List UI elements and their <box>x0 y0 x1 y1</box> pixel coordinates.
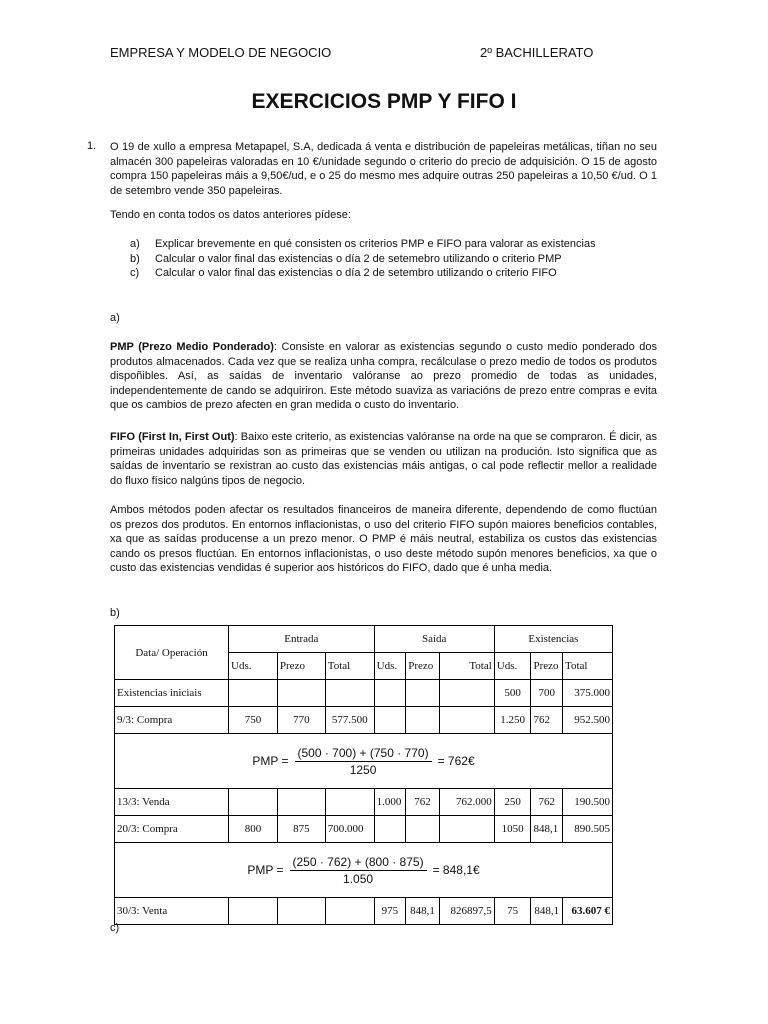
list-marker: c) <box>130 267 140 280</box>
header-subject: EMPRESA Y MODELO DE NEGOCIO <box>110 45 332 60</box>
pmp-term: PMP (Prezo Medio Ponderado) <box>110 341 274 353</box>
exercise-statement: O 19 de xullo a empresa Metapapel, S.A, dedicada á venta e distribución de papeleiras metálicas, tiñan no seu almacén 300 papeleiras valoradas en 10 €/unidade segundo o criterio do precio de adquisición. O 15 de agosto compra 150 papeleiras máis a 9,50€/ud, e o 25 do mesmo mes adquire outras 250 papeleiras a 10,50 €/ud. O 1 de setembro vende 350 papeleiras. <box>110 141 657 197</box>
table-row <box>115 816 613 843</box>
table-cell <box>325 680 374 707</box>
table-cell: 1.000 <box>374 789 406 816</box>
table-cell <box>325 898 374 925</box>
table-cell: 9/3: Compra <box>115 707 229 734</box>
formula-lhs: PMP = <box>252 754 289 768</box>
list-text: Calcular o valor final das existencias o día 2 de setembro utilizando o criterio FIFO <box>155 267 557 280</box>
header-course: 2º BACHILLERATO <box>480 45 594 60</box>
table-cell: 848,1 <box>406 898 440 925</box>
list-item <box>130 252 650 267</box>
exercise-prompt: Tendo en conta todos os datos anteriores pídese: <box>110 209 351 221</box>
header-existencias: Existencias <box>494 626 612 653</box>
table-cell: 952.500 <box>563 707 613 734</box>
col-header: Uds. <box>494 653 531 680</box>
list-item <box>130 266 650 281</box>
table-cell: 848,1 <box>531 816 563 843</box>
table-cell: 826897,5 <box>439 898 494 925</box>
formula-lhs: PMP = <box>247 863 284 877</box>
page-title: EXERCICIOS PMP Y FIFO I <box>251 90 517 113</box>
col-header: Uds. <box>229 653 278 680</box>
formula-rhs: = 848,1€ <box>432 863 480 877</box>
table-cell: 800 <box>229 816 278 843</box>
table-cell: 762 <box>406 789 440 816</box>
table-cell: 375.000 <box>563 680 613 707</box>
col-header: Total <box>439 653 494 680</box>
exercise-number: 1. <box>87 140 97 152</box>
table-cell: 500 <box>494 680 531 707</box>
table-cell: 890.505 <box>563 816 613 843</box>
table-cell: 975 <box>374 898 406 925</box>
col-header: Total <box>325 653 374 680</box>
table-cell <box>439 680 494 707</box>
table-cell: 13/3: Venda <box>115 789 229 816</box>
pmp-paragraph <box>110 340 657 413</box>
formula-fraction <box>295 746 432 777</box>
table-row <box>115 898 613 925</box>
table-cell <box>277 680 325 707</box>
formula-denominator: 1250 <box>349 762 377 777</box>
header-entrada: Entrada <box>229 626 375 653</box>
pmp-formula-2 <box>247 855 479 886</box>
col-header: Prezo <box>406 653 440 680</box>
col-header: Total <box>563 653 613 680</box>
table-cell <box>229 898 278 925</box>
table-cell: 577.500 <box>325 707 374 734</box>
compare-paragraph: Ambos métodos poden afectar os resultados financeiros de maneira diferente, dependendo de como fluctúan os prezos dos produtos. En entornos inflacionistas, o uso del criterio FIFO supón maiores beneficios contables, xa que as saídas producense a un prezo menor. O PMP é máis neutral, estabiliza os custos das existencias cando os presos fluctúan. En entornos inflacionistas, o uso deste método supón menores beneficios, xa que o custo das existencias vendidas é superior aos históricos do FIFO, dado que é unha media. <box>110 504 657 575</box>
table-cell: 30/3: Venta <box>115 898 229 925</box>
list-text: Calcular o valor final das existencias o día 2 de setemebro utilizando o criterio PMP <box>155 252 562 265</box>
table-cell-final-value: 63.607 € <box>563 898 613 925</box>
list-marker: a) <box>130 238 140 250</box>
table-cell: 750 <box>229 707 278 734</box>
question-list <box>130 237 650 281</box>
col-header: Uds. <box>374 653 406 680</box>
table-cell <box>374 707 406 734</box>
table-cell <box>439 707 494 734</box>
table-row <box>115 707 613 734</box>
table-cell <box>325 789 374 816</box>
table-cell: 1050 <box>494 816 531 843</box>
table-cell <box>406 707 440 734</box>
table-cell <box>374 680 406 707</box>
answer-a-label: a) <box>110 312 120 324</box>
table-cell: 700.000 <box>325 816 374 843</box>
table-cell <box>229 789 278 816</box>
table-cell: 762.000 <box>439 789 494 816</box>
table-cell: 848,1 <box>531 898 563 925</box>
table-row <box>115 680 613 707</box>
table-cell: 1.250 <box>494 707 531 734</box>
col-header: Prezo <box>531 653 563 680</box>
pmp-table <box>114 625 613 925</box>
formula-rhs: = 762€ <box>437 754 475 768</box>
list-item <box>130 237 650 252</box>
table-cell: 190.500 <box>563 789 613 816</box>
table-cell: 700 <box>531 680 563 707</box>
table-cell: 20/3: Compra <box>115 816 229 843</box>
table-cell: 75 <box>494 898 531 925</box>
table-cell: 762 <box>531 707 563 734</box>
table-cell <box>374 816 406 843</box>
formula-numerator: (500 · 700) + (750 · 770) <box>295 746 432 762</box>
table-cell <box>277 898 325 925</box>
header-saida: Saída <box>374 626 494 653</box>
formula-denominator: 1.050 <box>343 871 374 886</box>
table-group-header <box>115 626 613 653</box>
table-cell: 770 <box>277 707 325 734</box>
table-cell: 875 <box>277 816 325 843</box>
table-cell <box>406 680 440 707</box>
formula-fraction <box>290 855 427 886</box>
formula-row <box>115 734 613 789</box>
col-header: Prezo <box>277 653 325 680</box>
fifo-text: : Baixo este criterio, as existencias valóranse na orde na que se compraron. É dicir, as primeiras unidades adquiridas son as primeiras que se venden ou utilizan na produción. Isto significa que as saídas de inventario se rexistran ao custo das existencias máis antigas, o cal pode reflectir mellor a realidade do fluxo físico nalgúns tipos de negocio. <box>110 431 657 487</box>
table-cell: Existencias iniciais <box>115 680 229 707</box>
answer-b-label: b) <box>110 607 120 619</box>
table-cell <box>229 680 278 707</box>
list-marker: b) <box>130 252 140 265</box>
pmp-text: : Consiste en valorar as existencias segundo o custo medio ponderado dos produtos almacenados. Cada vez que se realiza unha compra, recálculase o prezo medio de todos os produtos dispoñibles. Así, as saídas de inventario valóranse ao prezo promedio de todas as unidades, independentemente de cando se adquiriron. Este método suaviza as variacións de prezo entre compras e evita que os cambios de prezo afecten en gran medida o custo do inventario. <box>110 341 658 412</box>
formula-row <box>115 843 613 898</box>
answer-c-label: c) <box>110 922 120 934</box>
table-cell <box>406 816 440 843</box>
pmp-formula-1 <box>252 746 474 777</box>
table-row <box>115 789 613 816</box>
formula-numerator: (250 · 762) + (800 · 875) <box>290 855 427 871</box>
table-cell: 250 <box>494 789 531 816</box>
table-cell <box>277 789 325 816</box>
fifo-paragraph <box>110 430 657 488</box>
fifo-term: FIFO (First In, First Out) <box>110 431 235 443</box>
list-text: Explicar brevemente en qué consisten os criterios PMP e FIFO para valorar as existencias <box>155 238 596 250</box>
header-operation: Data/ Operación <box>115 626 229 680</box>
table-cell: 762 <box>531 789 563 816</box>
table-cell <box>439 816 494 843</box>
